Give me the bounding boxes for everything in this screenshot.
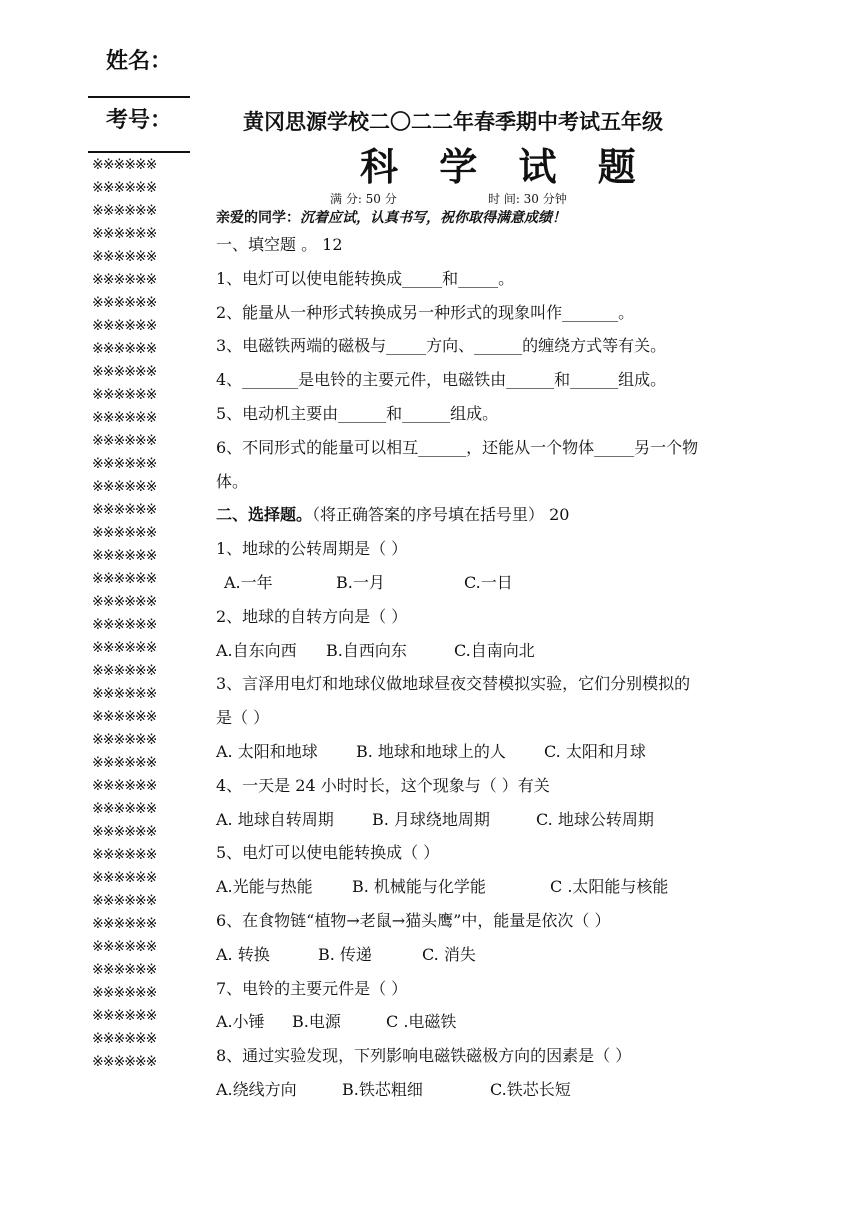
choice-question-3: 3、言泽用电灯和地球仪做地球昼夜交替模拟实验，它们分别模拟的 — [216, 674, 691, 694]
choice-question-1: 1、地球的公转周期是（ ） — [216, 539, 408, 559]
seal-mark-row: ※※※※※※ — [92, 226, 157, 242]
option: B.电源 — [292, 1012, 341, 1032]
fill-question-1: 1、电灯可以使电能转换成_____和_____。 — [216, 268, 515, 288]
fill-question-6: 6、不同形式的能量可以相互______，还能从一个物体_____另一个物 — [216, 437, 699, 457]
option: C.自南向北 — [454, 640, 535, 660]
choice-question-3-cont: 是（ ） — [216, 708, 270, 728]
seal-mark-row: ※※※※※※ — [92, 433, 157, 449]
option: A. 太阳和地球 — [216, 741, 318, 761]
option: A.一年 — [224, 572, 273, 592]
choice-question-7: 7、电铃的主要元件是（ ） — [216, 978, 408, 998]
choice-1-options — [216, 566, 736, 600]
seal-mark-row: ※※※※※※ — [92, 824, 157, 840]
choice-question-2: 2、地球的自转方向是（ ） — [216, 606, 408, 626]
greeting-text: 沉着应试，认真书写，祝你取得满意成绩！ — [300, 210, 566, 226]
option: B.一月 — [336, 572, 385, 592]
seal-mark-row: ※※※※※※ — [92, 663, 157, 679]
option: A.光能与热能 — [216, 877, 313, 897]
seal-mark-row: ※※※※※※ — [92, 295, 157, 311]
choice-5-options — [216, 870, 736, 904]
choice-question-8: 8、通过实验发现，下列影响电磁铁磁极方向的因素是（ ） — [216, 1046, 632, 1066]
seal-mark-row: ※※※※※※ — [92, 272, 157, 288]
seal-mark-row: ※※※※※※ — [92, 847, 157, 863]
seal-mark-row: ※※※※※※ — [92, 732, 157, 748]
seal-mark-row: ※※※※※※ — [92, 594, 157, 610]
seal-mark-row: ※※※※※※ — [92, 249, 157, 265]
option: A. 转换 — [216, 944, 270, 964]
option: B. 月球绕地周期 — [372, 809, 490, 829]
seal-mark-row: ※※※※※※ — [92, 479, 157, 495]
seal-mark-row: ※※※※※※ — [92, 203, 157, 219]
seal-mark-row: ※※※※※※ — [92, 1054, 157, 1070]
seal-mark-row: ※※※※※※ — [92, 962, 157, 978]
option: C.一日 — [464, 572, 513, 592]
seal-mark-row: ※※※※※※ — [92, 939, 157, 955]
exam-content — [216, 228, 736, 1107]
option: A.绕线方向 — [216, 1079, 297, 1099]
seal-mark-row: ※※※※※※ — [92, 755, 157, 771]
exam-time: 时 间: 30 分钟 — [488, 192, 567, 206]
seal-mark-row: ※※※※※※ — [92, 410, 157, 426]
fill-question-5: 5、电动机主要由______和______组成。 — [216, 403, 499, 423]
seal-mark-row: ※※※※※※ — [92, 502, 157, 518]
exam-id-divider — [88, 151, 190, 153]
seal-mark-row: ※※※※※※ — [92, 617, 157, 633]
seal-mark-row: ※※※※※※ — [92, 801, 157, 817]
fill-question-4: 4、_______是电铃的主要元件，电磁铁由______和______组成。 — [216, 370, 667, 390]
choice-3-options — [216, 735, 736, 769]
choice-7-options — [216, 1005, 736, 1039]
choice-8-options — [216, 1073, 736, 1107]
seal-mark-row: ※※※※※※ — [92, 387, 157, 403]
seal-mark-row: ※※※※※※ — [92, 985, 157, 1001]
option: C. 太阳和月球 — [544, 741, 646, 761]
seal-mark-row: ※※※※※※ — [92, 456, 157, 472]
seal-mark-row: ※※※※※※ — [92, 571, 157, 587]
option: C .电磁铁 — [386, 1012, 457, 1032]
fill-question-2: 2、能量从一种形式转换成另一种形式的现象叫作_______。 — [216, 302, 635, 322]
seal-mark-row: ※※※※※※ — [92, 778, 157, 794]
greeting-prefix: 亲爱的同学： — [216, 210, 300, 226]
seal-mark-row: ※※※※※※ — [92, 180, 157, 196]
seal-mark-row: ※※※※※※ — [92, 1008, 157, 1024]
option: C.铁芯长短 — [490, 1079, 571, 1099]
option: A.自东向西 — [216, 640, 297, 660]
seal-mark-row: ※※※※※※ — [92, 548, 157, 564]
seal-mark-row: ※※※※※※ — [92, 157, 157, 173]
option: A. 地球自转周期 — [216, 809, 334, 829]
seal-line-marks — [92, 154, 192, 1074]
section-2-title — [216, 498, 736, 532]
seal-mark-row: ※※※※※※ — [92, 893, 157, 909]
seal-mark-row: ※※※※※※ — [92, 318, 157, 334]
subject-title: 科 学 试 题 — [360, 144, 650, 189]
greeting — [216, 207, 566, 227]
full-score: 满 分: 50 分 — [330, 192, 397, 206]
option: B.铁芯粗细 — [342, 1079, 423, 1099]
choice-question-5: 5、电灯可以使电能转换成（ ） — [216, 843, 440, 863]
option: B. 机械能与化学能 — [352, 877, 486, 897]
option: C. 消失 — [422, 944, 476, 964]
fill-question-6-cont: 体。 — [216, 471, 249, 491]
seal-mark-row: ※※※※※※ — [92, 364, 157, 380]
seal-mark-row: ※※※※※※ — [92, 640, 157, 656]
option: C. 地球公转周期 — [536, 809, 654, 829]
fill-question-3: 3、电磁铁两端的磁极与_____方向、______的缠绕方式等有关。 — [216, 336, 667, 356]
section-2-title-rest: （将正确答案的序号填在括号里） 20 — [312, 505, 570, 525]
seal-mark-row: ※※※※※※ — [92, 686, 157, 702]
choice-question-6: 6、在食物链“植物→老鼠→猫头鹰”中，能量是依次（ ） — [216, 910, 611, 930]
option: B. 传递 — [318, 944, 372, 964]
seal-mark-row: ※※※※※※ — [92, 1031, 157, 1047]
seal-mark-row: ※※※※※※ — [92, 870, 157, 886]
option: B.自西向东 — [326, 640, 407, 660]
name-label: 姓名： — [106, 49, 173, 74]
section-2-title-bold: 二、选择题。 — [216, 505, 313, 525]
name-divider — [88, 96, 190, 98]
seal-mark-row: ※※※※※※ — [92, 341, 157, 357]
seal-mark-row: ※※※※※※ — [92, 525, 157, 541]
choice-6-options — [216, 938, 736, 972]
school-title: 黄冈思源学校二〇二二年春季期中考试五年级 — [243, 109, 663, 134]
seal-mark-row: ※※※※※※ — [92, 709, 157, 725]
choice-2-options — [216, 634, 736, 668]
option: A.小锤 — [216, 1012, 265, 1032]
choice-4-options — [216, 803, 736, 837]
section-1-title: 一、填空题 。 12 — [216, 235, 343, 254]
option: B. 地球和地球上的人 — [356, 741, 506, 761]
option: C .太阳能与核能 — [550, 877, 669, 897]
seal-mark-row: ※※※※※※ — [92, 916, 157, 932]
choice-question-4: 4、一天是 24 小时时长，这个现象与（ ）有关 — [216, 775, 550, 795]
exam-id-label: 考号： — [106, 108, 173, 133]
